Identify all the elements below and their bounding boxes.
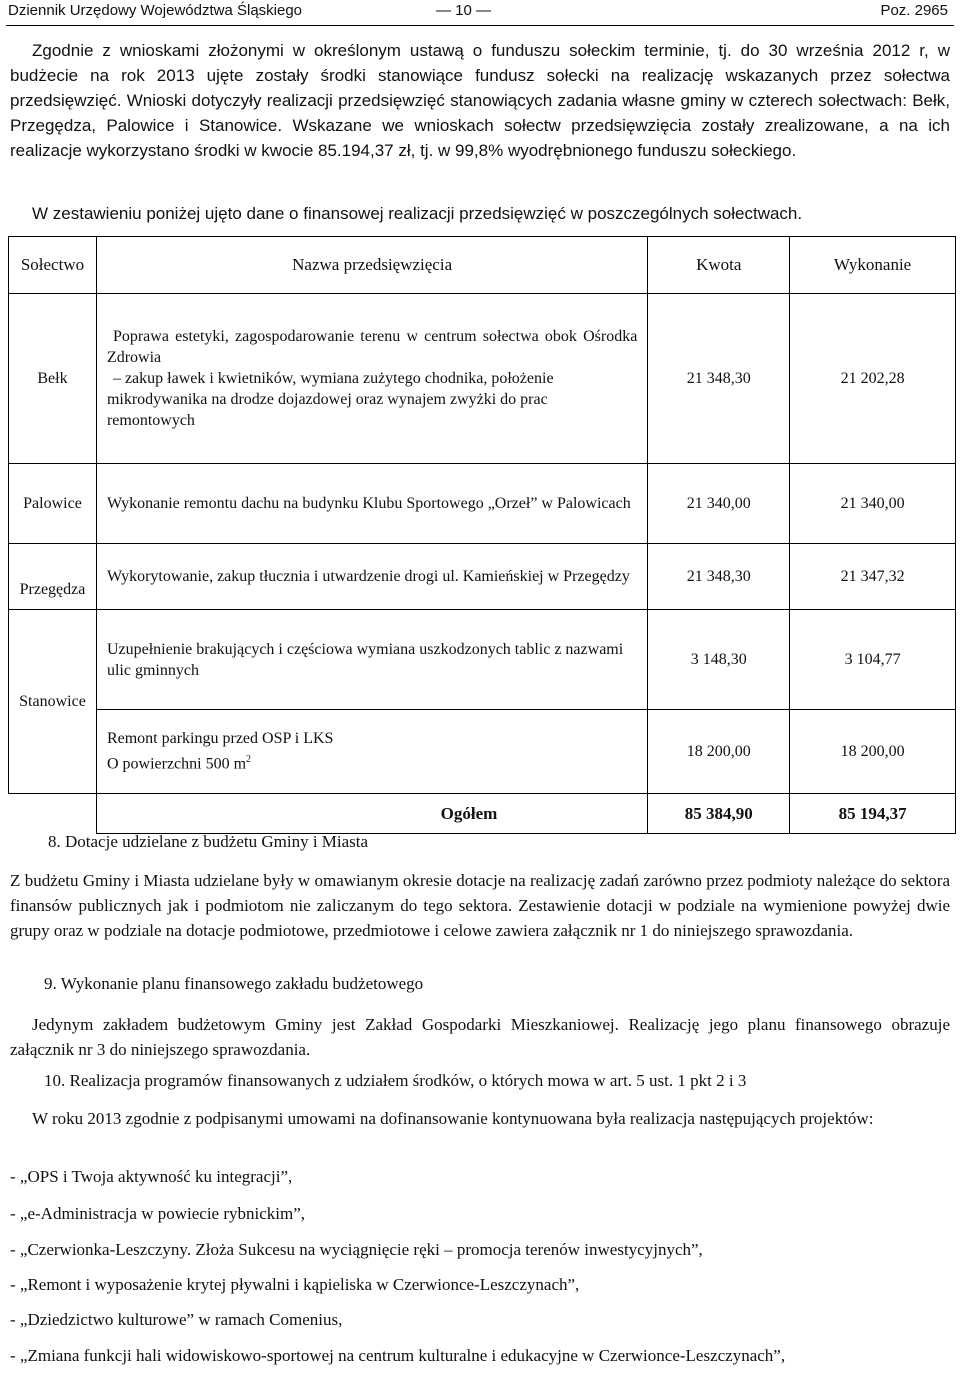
project-list-item: - „Dziedzictwo kulturowe” w ramach Comenius, bbox=[10, 1310, 343, 1329]
section-8-text: Z budżetu Gminy i Miasta udzielane były w omawianym okresie dotacje na realizację zadań zarówno przez podmioty należące do sektora finansów publicznych jak i podmiotom nie zaliczanym do tego sektora. Zestawienie dotacji w podziale na wymienione powyżej dwie grupy oraz w podziale na dotacje podmiotowe, przedmiotowe i celowe zawiera załącznik nr 1 do niniejszego sprawozdania. bbox=[10, 871, 950, 940]
desc-line: Remont parkingu przed OSP i LKS bbox=[106, 730, 334, 748]
table-total-row bbox=[9, 794, 956, 834]
table-row bbox=[9, 464, 956, 544]
desc-line: Poprawa estetyki, zagospodarowanie terenu w centrum sołectwa obok Ośrodka Zdrowia bbox=[106, 328, 638, 366]
amount: 3 148,30 bbox=[648, 610, 790, 710]
fund-table bbox=[8, 236, 956, 834]
page-number: — 10 — bbox=[436, 2, 492, 19]
header-rule bbox=[6, 25, 954, 26]
project-list-item: - „Czerwionka-Leszczyny. Złoża Sukcesu na wyciągnięcie ręki – promocja terenów inwestycyjnych”, bbox=[10, 1240, 703, 1259]
table-intro: W zestawieniu poniżej ujęto dane o finansowej realizacji przedsięwzięć w poszczególnych sołectwach. bbox=[32, 204, 803, 223]
total-execution: 85 194,37 bbox=[790, 794, 956, 834]
section-9-text: Jedynym zakładem budżetowym Gminy jest Zakład Gospodarki Mieszkaniowej. Realizację jego planu finansowego obrazuje załącznik nr 3 do niniejszego sprawozdania. bbox=[10, 1015, 950, 1059]
execution: 18 200,00 bbox=[790, 710, 956, 794]
section-9-heading: 9. Wykonanie planu finansowego zakładu budżetowego bbox=[44, 974, 424, 993]
project-description: Wykonanie remontu dachu na budynku Klubu Sportowego „Orzeł” w Palowicach bbox=[96, 464, 647, 544]
journal-title: Dziennik Urzędowy Województwa Śląskiego bbox=[8, 2, 303, 19]
amount: 21 340,00 bbox=[648, 464, 790, 544]
execution: 3 104,77 bbox=[790, 610, 956, 710]
position-number: Poz. 2965 bbox=[880, 2, 948, 19]
table-row bbox=[9, 610, 956, 710]
table-row bbox=[9, 710, 956, 794]
col-header: Sołectwo bbox=[9, 237, 97, 294]
amount: 18 200,00 bbox=[648, 710, 790, 794]
solectwo-name: Bełk bbox=[9, 294, 97, 464]
project-description: Wykorytowanie, zakup tłucznia i utwardzenie drogi ul. Kamieńskiej w Przegędzy bbox=[96, 544, 647, 610]
execution: 21 340,00 bbox=[790, 464, 956, 544]
section-8-heading: 8. Dotacje udzielane z budżetu Gminy i Miasta bbox=[48, 832, 369, 851]
table-row bbox=[9, 544, 956, 610]
execution: 21 347,32 bbox=[790, 544, 956, 610]
page-header bbox=[0, 0, 960, 26]
table-header-row bbox=[9, 237, 956, 294]
project-description: Uzupełnienie brakujących i częściowa wymiana uszkodzonych tablic z nazwami ulic gminnych bbox=[96, 610, 647, 710]
desc-line: – zakup ławek i kwietników, wymiana zużytego chodnika, położenie mikrodywanika na drodze dojazdowej oraz wynajem zwyżki do prac remontowych bbox=[106, 370, 554, 429]
desc-text: O powierzchni 500 m bbox=[106, 755, 247, 773]
section-10-text: W roku 2013 zgodnie z podpisanymi umowami na dofinansowanie kontynuowana była realizacja następujących projektów: bbox=[32, 1109, 874, 1128]
project-list-item: - „OPS i Twoja aktywność ku integracji”, bbox=[10, 1167, 293, 1186]
execution: 21 202,28 bbox=[790, 294, 956, 464]
col-header: Kwota bbox=[648, 237, 790, 294]
section-10-heading: 10. Realizacja programów finansowanych z udziałem środków, o których mowa w art. 5 ust. 1 pkt 2 i 3 bbox=[44, 1071, 747, 1090]
project-list-item: - „Zmiana funkcji hali widowiskowo-sportowej na centrum kulturalne i edukacyjne w Czerwionce-Leszczynach”, bbox=[10, 1346, 786, 1365]
intro-paragraph: Zgodnie z wnioskami złożonymi w określonym ustawą o funduszu sołeckim terminie, tj. do 30 września 2012 r, w budżecie na rok 2013 ujęte zostały środki stanowiące fundusz sołecki na realizację wskazanych przez sołectwa przedsięwzięć. Wnioski dotyczyły realizacji przedsięwzięć stanowiących zadania własne gminy w czterech sołectwach: Bełk, Przegędza, Palowice i Stanowice. Wskazane we wnioskach sołectw przedsięwzięcia zostały zrealizowane, a na ich realizacje wykorzystano środki w kwocie 85.194,37 zł, tj. w 99,8% wyodrębnionego funduszu sołeckiego. bbox=[10, 41, 950, 160]
project-list-item: - „e-Administracja w powiecie rybnickim”, bbox=[10, 1204, 306, 1223]
total-amount: 85 384,90 bbox=[648, 794, 790, 834]
amount: 21 348,30 bbox=[648, 544, 790, 610]
project-list-item: - „Remont i wyposażenie krytej pływalni i kąpieliska w Czerwionce-Leszczynach”, bbox=[10, 1275, 580, 1294]
desc-line bbox=[107, 749, 637, 774]
unit-superscript: 2 bbox=[246, 754, 252, 766]
solectwo-name: Palowice bbox=[9, 464, 97, 544]
solectwo-name: Przegędza bbox=[9, 544, 97, 610]
table-row bbox=[9, 294, 956, 464]
col-header: Nazwa przedsięwzięcia bbox=[96, 237, 647, 294]
solectwo-name: Stanowice bbox=[9, 610, 97, 794]
col-header: Wykonanie bbox=[790, 237, 956, 294]
total-label: Ogółem bbox=[96, 794, 647, 834]
amount: 21 348,30 bbox=[648, 294, 790, 464]
project-description bbox=[96, 294, 647, 464]
project-description bbox=[96, 710, 647, 794]
